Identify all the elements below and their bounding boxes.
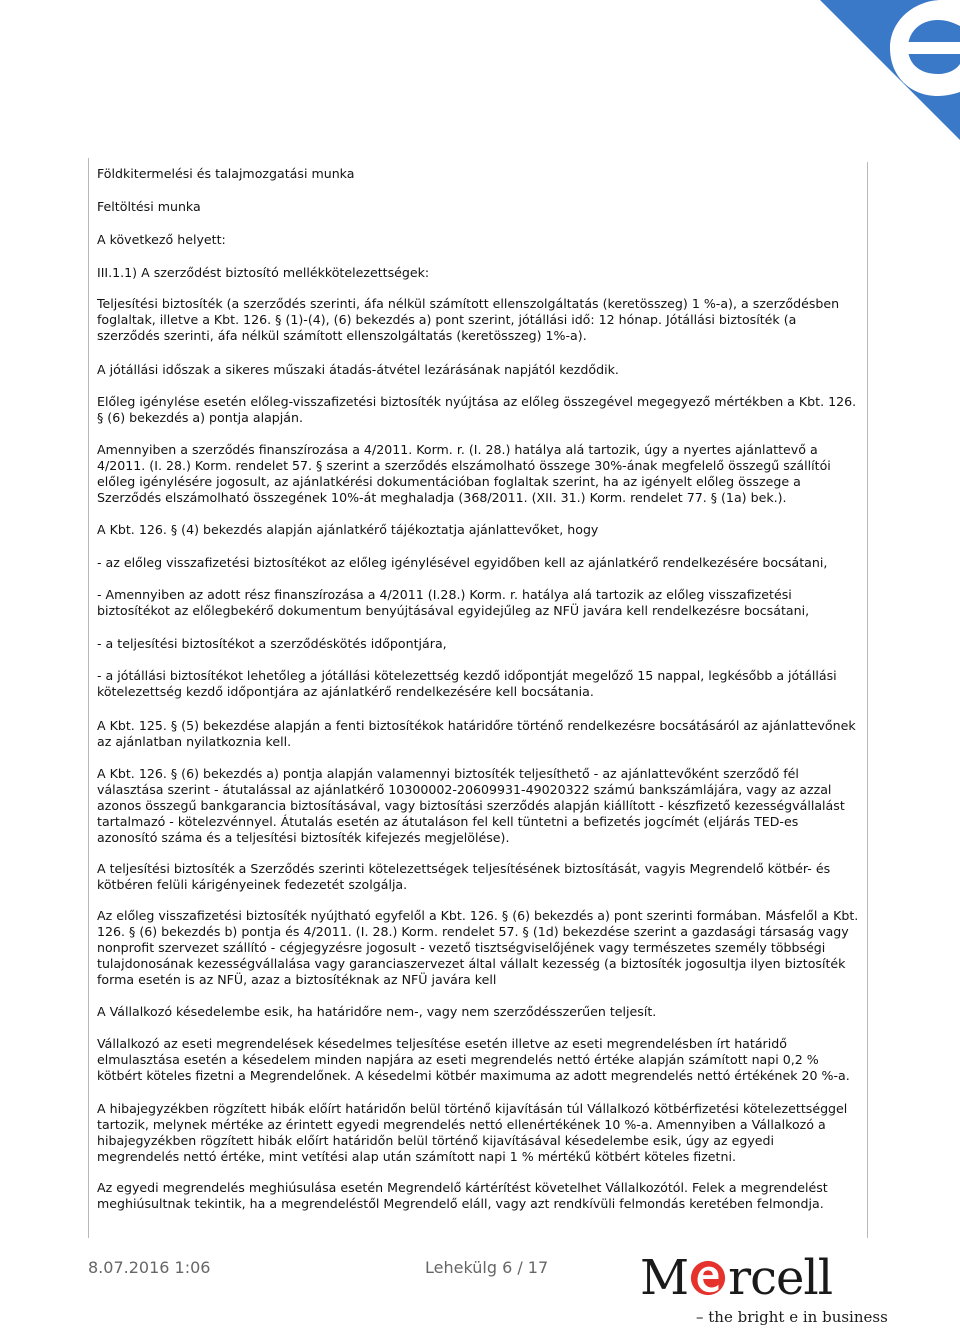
paragraph: A hibajegyzékben rögzített hibák előírt határidőn belül történő kijavításán túl Vállalkozó kötbérfizetési kötelezettséggel tartozik, melynek mértéke az érintett egyedi megrendelés nettó ellenértékének 10 %-a. Amennyiben a Vállalkozó a hibajegyzékben rögzített hibák előírt határidőn belül történő kijavításával késedelembe esik, úgy az egyedi megrendelés nettó értéke, mint vetítési alap után számított napi 1 % mértékű kötbért köteles fizetni.	[97, 1101, 848, 1164]
corner-logo-icon	[820, 0, 960, 140]
footer-page-number: Lehekülg 6 / 17	[425, 1258, 549, 1277]
paragraph: Az egyedi megrendelés meghiúsulása esetén Megrendelő kártérítést követelhet Vállalkozótól. Felek a megrendelést meghiúsultnak tekintik, ha a megrendeléstől Megrendelő eláll, vagy azt rendkívüli felmondás keretében felmondja.	[97, 1180, 828, 1211]
paragraph: Amennyiben a szerződés finanszírozása a 4/2011. Korm. r. (I. 28.) hatálya alá tartozik, úgy a nyertes ajánlattevő a 4/2011. (I. 28.) Korm. rendelet 57. § szerint a szerződés elszámolható összege 30%-ának megfelelő összegű szállítói előleg igénylésére jogosult, az ajánlatkérési dokumentációban foglaltak szerint, ha az igényelt előleg összege a Szerződés elszámolható összegének 10%-át meghaladja (368/2011. (XII. 31.) Korm. rendelet 77. § (1a) bek.).	[97, 442, 831, 505]
paragraph: Az előleg visszafizetési biztosíték nyújtható egyfelől a Kbt. 126. § (6) bekezdés a) pont szerinti formában. Másfelől a Kbt. 126. § (6) bekezdés b) pontja és 4/2011. (I. 28.) Korm. rendelet 57. § (1d) bekezdése szerint a gazdasági társaság vagy nonprofit szervezet szállító - cégjegyzésre jogosult - vezető tisztségviselőjének vagy természetes személy többségi tulajdonosának kezességvállalása vagy garanciaszervezet által vállalt kezesség (a biztosíték jogosultja ilyen biztosíték forma esetén is az NFÜ, azaz a biztosítéknak az NFÜ javára kell	[97, 908, 859, 987]
page-frame-left	[88, 158, 89, 1238]
brand-e-icon	[689, 1258, 727, 1298]
paragraph: Teljesítési biztosíték (a szerződés szerinti, áfa nélkül számított ellenszolgáltatás (keretösszeg) 1 %-a), a szerződésben foglaltak, illetve a Kbt. 126. § (1)-(4), (6) bekezdés a) pont szerint, jótállási idő: 12 hónap. Jótállási biztosíték (a szerződés szerinti, áfa nélkül számított ellenszolgáltatás (keretösszeg) 1%-a).	[97, 296, 840, 343]
paragraph: III.1.1) A szerződést biztosító mellékkötelezettségek:	[97, 265, 430, 280]
paragraph: - a jótállási biztosítékot lehetőleg a jótállási kötelezettség kezdő időpontját megelőző 15 nappal, legkésőbb a jótállási kötelezettség kezdő időpontjára az ajánlatkérő rendelkezésére kell bocsátania.	[97, 668, 837, 699]
brand-name-left: M	[640, 1250, 689, 1306]
brand-wordmark	[640, 1252, 832, 1304]
paragraph: A Kbt. 125. § (5) bekezdése alapján a fenti biztosítékok határidőre történő rendelkezésre bocsátásáról az ajánlattevőnek az ajánlatban nyilatkoznia kell.	[97, 718, 856, 749]
paragraph: A teljesítési biztosíték a Szerződés szerinti kötelezettségek teljesítésének biztosítását, vagyis Megrendelő kötbér- és kötbéren felüli kárigényeinek fedezetét szolgálja.	[97, 861, 831, 892]
page-frame-right	[867, 162, 868, 1238]
brand-tagline: – the bright e in business	[696, 1308, 888, 1326]
paragraph: Földkitermelési és talajmozgatási munka	[97, 166, 355, 181]
paragraph: - a teljesítési biztosítékot a szerződéskötés időpontjára,	[97, 636, 447, 651]
brand-name-right: rcell	[728, 1250, 833, 1306]
paragraph: Előleg igénylése esetén előleg-visszafizetési biztosíték nyújtása az előleg összegével megegyező mértékben a Kbt. 126. § (6) bekezdés a) pontja alapján.	[97, 394, 857, 425]
footer-date: 8.07.2016 1:06	[88, 1258, 211, 1277]
paragraph: - az előleg visszafizetési biztosítékot az előleg igénylésével egyidőben kell az ajánlatkérő rendelkezésére bocsátani,	[97, 555, 828, 570]
paragraph: Vállalkozó az eseti megrendelések késedelmes teljesítése esetén illetve az eseti megrendelésben írt határidő elmulasztása esetén a késedelem minden napjára az eseti megrendelés nettó értéke alapján számított napi 0,2 % kötbért köteles fizetni a Megrendelőnek. A késedelmi kötbér maximuma az adott megrendelés nettó értékének 20 %-a.	[97, 1036, 850, 1083]
paragraph: A Vállalkozó késedelembe esik, ha határidőre nem-, vagy nem szerződésszerűen teljesít.	[97, 1004, 657, 1019]
paragraph: A Kbt. 126. § (4) bekezdés alapján ajánlatkérő tájékoztatja ajánlattevőket, hogy	[97, 522, 599, 537]
paragraph: A következő helyett:	[97, 232, 226, 247]
paragraph: Feltöltési munka	[97, 199, 201, 214]
paragraph: A Kbt. 126. § (6) bekezdés a) pontja alapján valamennyi biztosíték teljesíthető - az ajánlattevőként szerződő fél választása szerint - átutalással az ajánlatkérő 10300002-20609931-49020322 számú bankszámlájára, vagy az azzal azonos összegű bankgarancia biztosításával, vagy biztosítási szerződés alapján kiállított - készfizető kezességvállalást tartalmazó - kötelezvénnyel. Átutalás esetén az átutaláson fel kell tüntetni a befizetés jogcímét (eljárás TED-es azonosító száma és a teljesítési biztosíték kifejezés megjelölése).	[97, 766, 845, 845]
paragraph: A jótállási időszak a sikeres műszaki átadás-átvétel lezárásának napjától kezdődik.	[97, 362, 619, 377]
brand-logo	[640, 1250, 888, 1326]
paragraph: - Amennyiben az adott rész finanszírozása a 4/2011 (I.28.) Korm. r. hatálya alá tartozik az előleg visszafizetési biztosítékot az előlegbekérő dokumentum benyújtásával egyidejűleg az NFÜ javára kell rendelkezésre bocsátani,	[97, 587, 810, 618]
